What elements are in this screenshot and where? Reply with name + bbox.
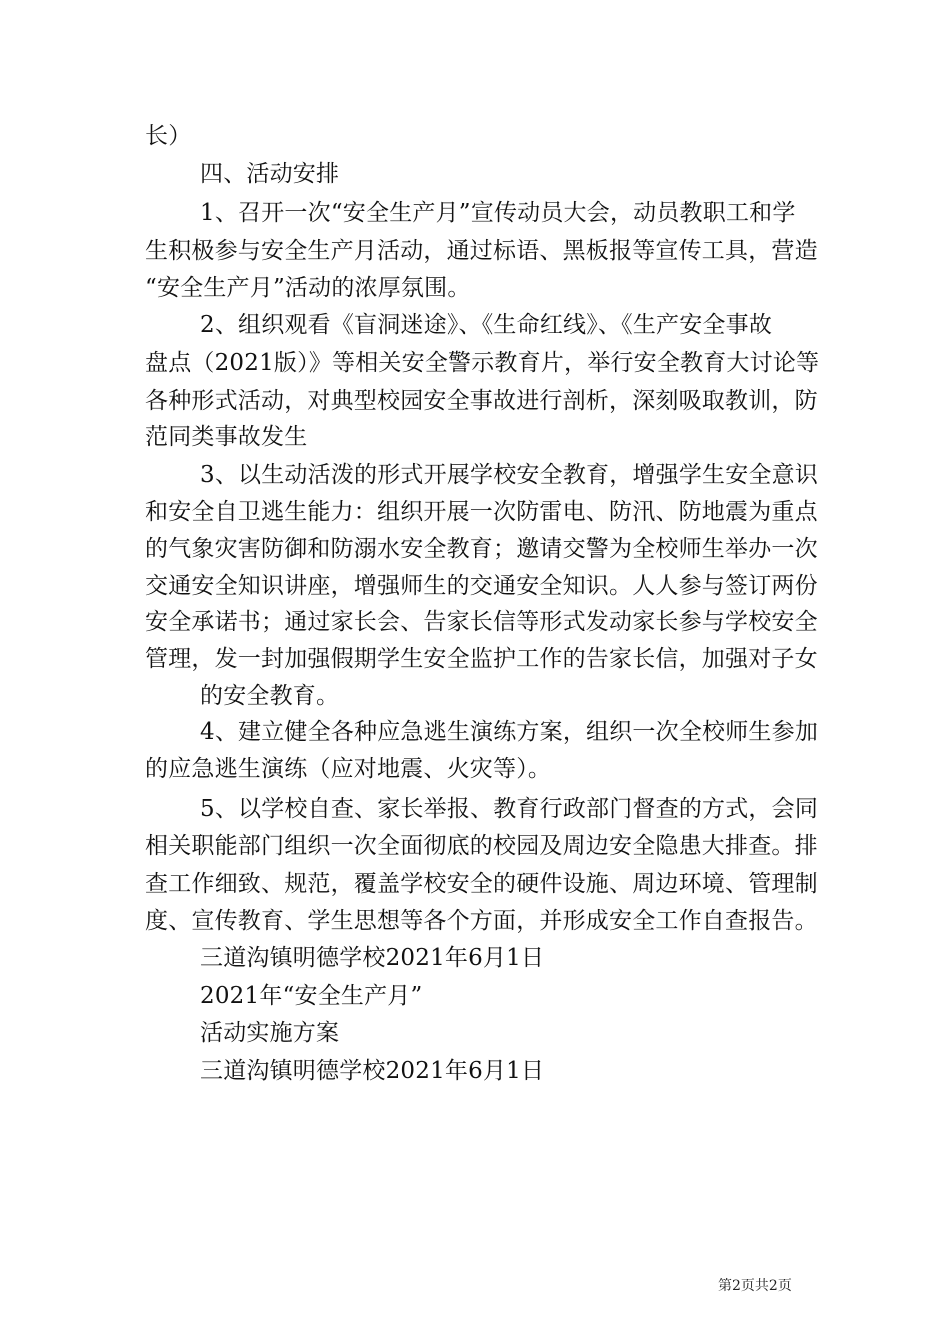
text-line: 交通安全知识讲座，增强师生的交通安全知识。人人参与签订两份 [145, 573, 818, 599]
text-line: 5、以学校自查、家长举报、教育行政部门督查的方式，会同 [200, 796, 819, 822]
text-line: 各种形式活动，对典型校园安全事故进行剖析，深刻吸取教训，防 [145, 388, 818, 414]
text-line: 和安全自卫逃生能力：组织开展一次防雷电、防汛、防地震为重点 [145, 499, 818, 525]
text-line: 度、宣传教育、学生思想等各个方面，并形成安全工作自查报告。 [145, 908, 818, 934]
text-line: 2、组织观看《盲洞迷途》、《生命红线》、《生产安全事故 [200, 312, 773, 338]
text-line: 1、召开一次“安全生产月”宣传动员大会，动员教职工和学 [200, 200, 796, 226]
text-line: 相关职能部门组织一次全面彻底的校园及周边安全隐患大排查。排 [145, 833, 818, 859]
text-line: 安全承诺书；通过家长会、告家长信等形式发动家长参与学校安全 [145, 609, 818, 635]
page-number: 第2页共2页 [718, 1278, 792, 1294]
text-line: 盘点（2021版）》等相关安全警示教育片，举行安全教育大讨论等 [145, 350, 820, 376]
text-line: “安全生产月”活动的浓厚氛围。 [145, 275, 471, 301]
title-line: 活动实施方案 [200, 1020, 340, 1046]
text-line: 长） [145, 123, 192, 149]
text-line: 的应急逃生演练（应对地震、火灾等）。 [145, 756, 552, 782]
text-line: 的气象灾害防御和防溺水安全教育；邀请交警为全校师生举办一次 [145, 536, 818, 562]
text-line: 管理，发一封加强假期学生安全监护工作的告家长信，加强对子女 [145, 646, 818, 672]
text-line: 3、以生动活泼的形式开展学校安全教育，增强学生安全意识 [200, 462, 819, 488]
signature-line: 三道沟镇明德学校2021年6月1日 [200, 945, 545, 971]
text-line: 生积极参与安全生产月活动，通过标语、黑板报等宣传工具，营造 [145, 238, 818, 264]
section-heading: 四、活动安排 [200, 161, 340, 187]
text-line: 的安全教育。 [200, 683, 340, 709]
text-line: 范同类事故发生 [145, 424, 308, 450]
text-line: 查工作细致、规范，覆盖学校安全的硬件设施、周边环境、管理制 [145, 871, 818, 897]
signature-line: 三道沟镇明德学校2021年6月1日 [200, 1058, 545, 1084]
text-line: 4、建立健全各种应急逃生演练方案，组织一次全校师生参加 [200, 719, 819, 745]
title-line: 2021年“安全生产月” [200, 983, 423, 1009]
